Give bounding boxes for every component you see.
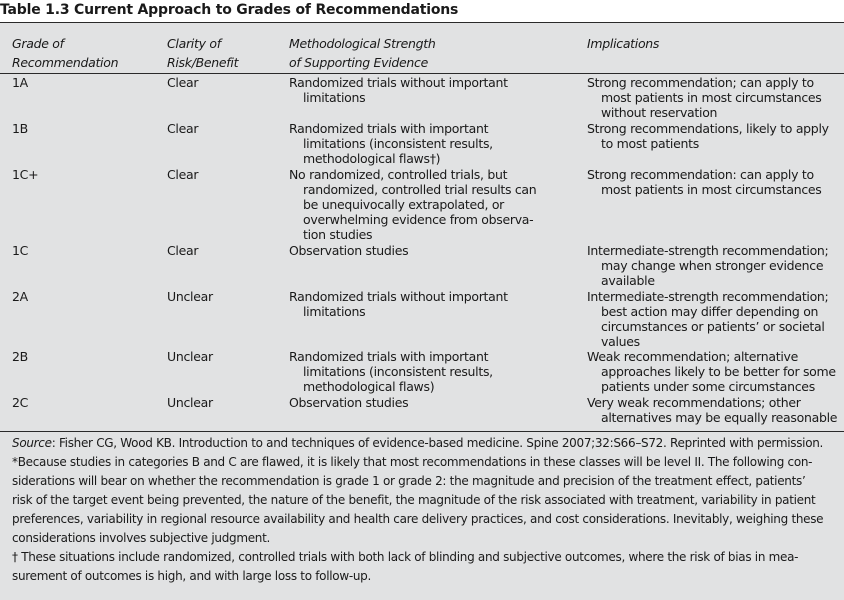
evidence-line: randomized, controlled trial results can (303, 182, 537, 197)
implications-line: approaches likely to be better for some (601, 364, 836, 379)
footnote-star-line: siderations will bear on whether the recommendation is grade 1 or grade 2: the magnitude and precision of the treatment effect, patients’ (12, 474, 806, 488)
clarity-cell: Clear (167, 167, 199, 182)
evidence-line: tion studies (303, 227, 373, 242)
table-panel (0, 22, 844, 600)
grade-cell: 2A (12, 289, 28, 304)
header-line: Risk/Benefit (167, 55, 239, 70)
footnote-star-line: *Because studies in categories B and C are flawed, it is likely that most recommendations in these classes will be level II. The following con- (12, 455, 813, 469)
footnote-star-line: risk of the target event being prevented, the nature of the benefit, the magnitude of the risk associated with treatment, variability in patient (12, 493, 816, 507)
grade-cell: 1C (12, 243, 29, 258)
implications-line: Weak recommendation; alternative (587, 349, 799, 364)
evidence-line: limitations (303, 304, 366, 319)
grade-cell: 1A (12, 75, 28, 90)
header-evidence (289, 34, 435, 72)
table-notes (12, 434, 838, 586)
clarity-cell: Unclear (167, 289, 213, 304)
header-clarity (167, 34, 238, 72)
evidence-line: be unequivocally extrapolated, or (303, 197, 505, 212)
table-header (0, 22, 844, 74)
evidence-line: limitations (inconsistent results, (303, 364, 493, 379)
source-text: : Fisher CG, Wood KB. Introduction to and techniques of evidence-based medicine. Spine 2007;32:S66–S72. Reprinted with permission. (51, 436, 824, 450)
implications-line: patients under some circumstances (601, 379, 815, 394)
header-grade (12, 34, 118, 72)
evidence-cell (289, 167, 536, 242)
footnote-dagger-line: surement of outcomes is high, and with large loss to follow-up. (12, 569, 372, 583)
implications-cell (587, 395, 837, 425)
clarity-cell: Unclear (167, 395, 213, 410)
grade-cell: 2C (12, 395, 29, 410)
evidence-cell (289, 289, 508, 319)
clarity-cell: Unclear (167, 349, 213, 364)
implications-cell (587, 121, 829, 151)
evidence-cell (289, 121, 493, 166)
implications-line: Strong recommendation; can apply to (587, 75, 814, 90)
implications-line: circumstances or patients’ or societal (601, 319, 825, 334)
header-line: of Supporting Evidence (289, 55, 429, 70)
evidence-line: No randomized, controlled trials, but (289, 167, 508, 182)
implications-line: Strong recommendation: can apply to (587, 167, 814, 182)
grade-cell: 1C+ (12, 167, 39, 182)
implications-line: without reservation (601, 105, 718, 120)
implications-line: best action may differ depending on (601, 304, 819, 319)
clarity-cell: Clear (167, 243, 199, 258)
footnote-star-line: considerations involves subjective judgment. (12, 531, 271, 545)
evidence-line: Observation studies (289, 243, 409, 258)
implications-line: values (601, 334, 640, 349)
grade-cell: 1B (12, 121, 28, 136)
implications-cell (587, 243, 828, 288)
implications-line: Intermediate-strength recommendation; (587, 289, 829, 304)
evidence-line: methodological flaws) (303, 379, 435, 394)
implications-cell (587, 349, 836, 394)
implications-line: most patients in most circumstances (601, 182, 822, 197)
header-line: Implications (587, 36, 660, 51)
header-line: Grade of (12, 36, 64, 51)
evidence-line: limitations (inconsistent results, (303, 136, 493, 151)
source-note (12, 434, 838, 453)
implications-line: alternatives may be equally reasonable (601, 410, 838, 425)
implications-line: Strong recommendations, likely to apply (587, 121, 829, 136)
clarity-cell: Clear (167, 75, 199, 90)
source-label: Source (12, 436, 52, 450)
footnote-dagger-line: † These situations include randomized, controlled trials with both lack of blinding and subjective outcomes, where the risk of bias in mea- (12, 550, 799, 564)
implications-line: to most patients (601, 136, 699, 151)
header-implications (587, 34, 659, 53)
table-title: Table 1.3 Current Approach to Grades of Recommendations (0, 2, 459, 18)
evidence-line: Randomized trials with important (289, 121, 489, 136)
implications-line: Very weak recommendations; other (587, 395, 801, 410)
evidence-line: Randomized trials without important (289, 289, 508, 304)
implications-line: may change when stronger evidence (601, 258, 824, 273)
evidence-line: methodological flaws†) (303, 151, 441, 166)
evidence-cell (289, 75, 508, 105)
evidence-line: Randomized trials with important (289, 349, 489, 364)
evidence-cell (289, 349, 493, 394)
header-line: Recommendation (12, 55, 119, 70)
evidence-line: limitations (303, 90, 366, 105)
evidence-line: Randomized trials without important (289, 75, 508, 90)
implications-line: Intermediate-strength recommendation; (587, 243, 829, 258)
implications-line: most patients in most circumstances (601, 90, 822, 105)
grade-cell: 2B (12, 349, 28, 364)
header-line: Methodological Strength (289, 36, 436, 51)
header-line: Clarity of (167, 36, 221, 51)
clarity-cell: Clear (167, 121, 199, 136)
implications-line: available (601, 273, 655, 288)
implications-cell (587, 167, 822, 197)
evidence-cell (289, 243, 408, 258)
evidence-line: overwhelming evidence from observa- (303, 212, 534, 227)
footnote-star-line: preferences, variability in regional resource availability and health care delivery practices, and cost considerations. Inevitably, weighing these (12, 512, 824, 526)
evidence-line: Observation studies (289, 395, 409, 410)
implications-cell (587, 75, 822, 120)
implications-cell (587, 289, 828, 349)
evidence-cell (289, 395, 408, 410)
table-divider (0, 431, 844, 432)
